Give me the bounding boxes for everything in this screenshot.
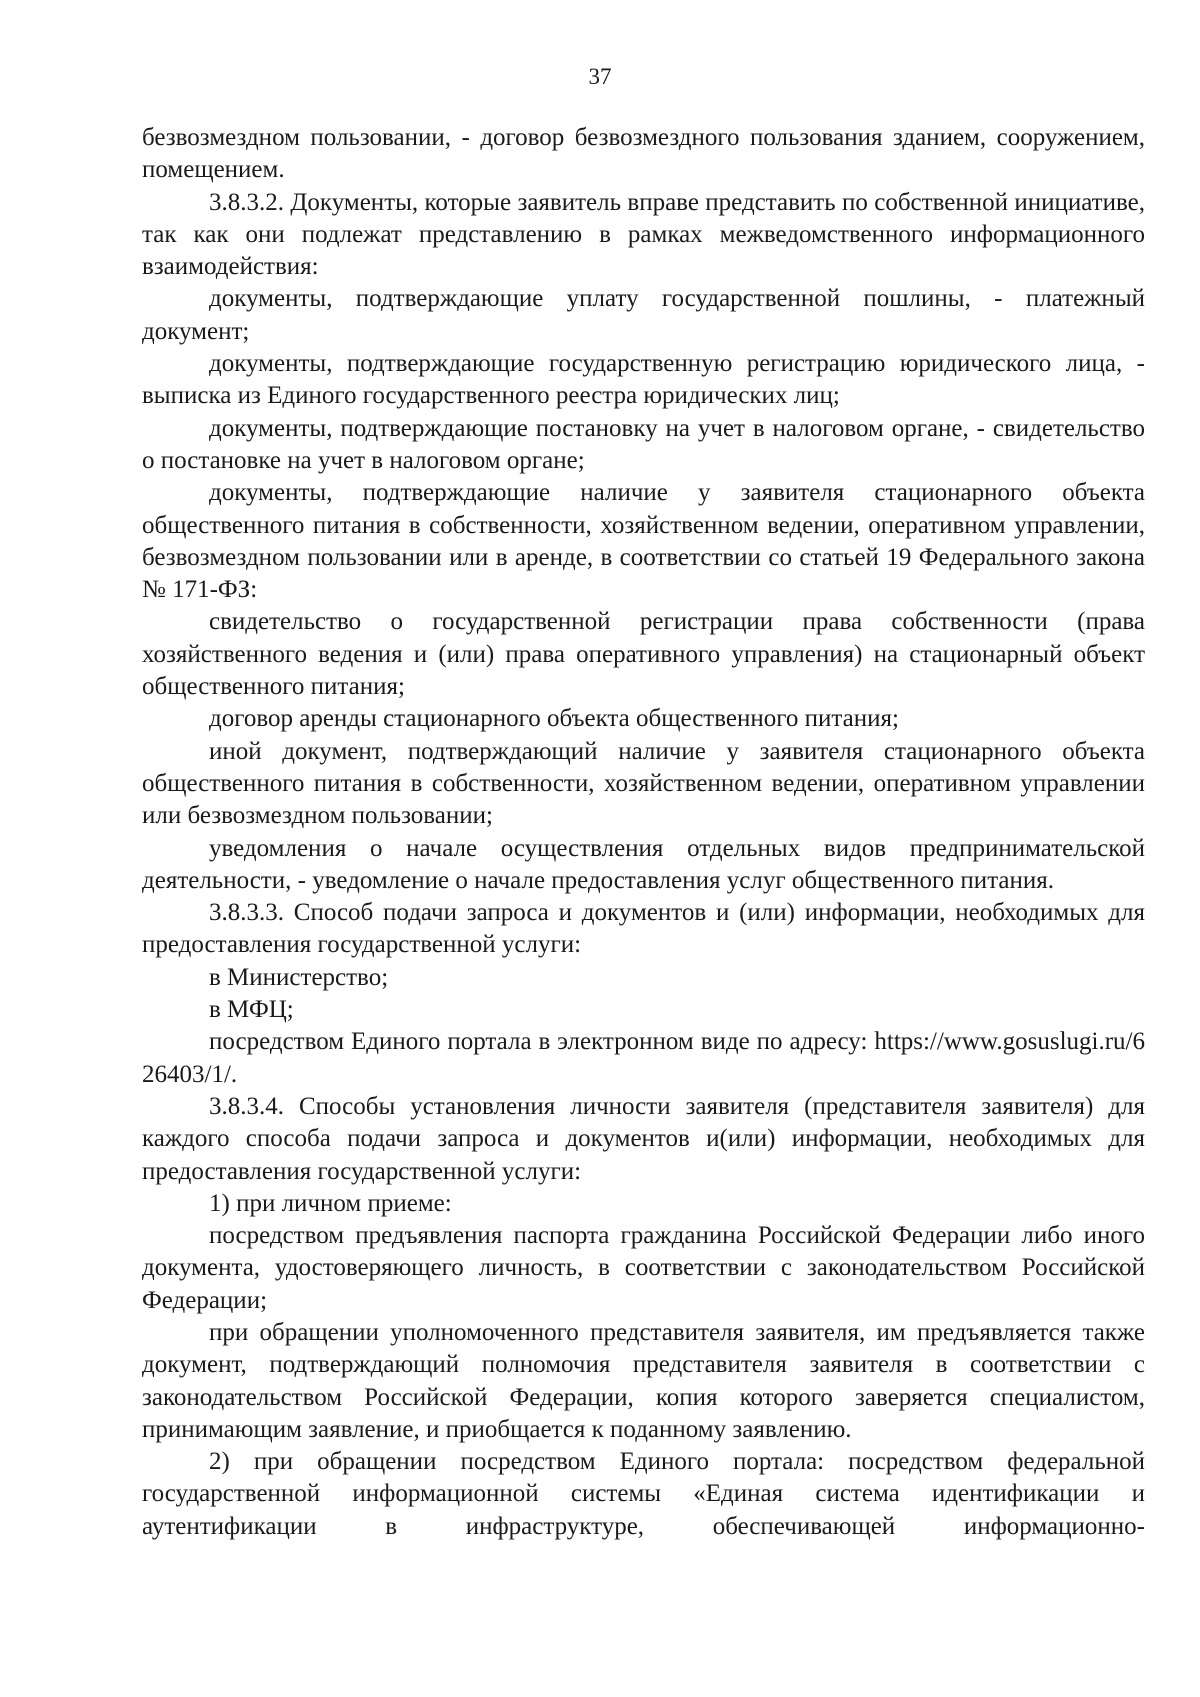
- paragraph-9: иной документ, подтверждающий наличие у заявителя стационарного объекта общественного питания в собственности, хозяйственном ведении, оперативном управлении или безвозмездном пользовании;: [142, 737, 1145, 830]
- paragraph-8: договор аренды стационарного объекта общественного питания;: [209, 705, 899, 733]
- paragraph-16: 1) при личном приеме:: [209, 1189, 452, 1217]
- page-number: 37: [588, 64, 612, 89]
- paragraph-15: 3.8.3.4. Способы установления личности заявителя (представителя заявителя) для каждого способа подачи запроса и документов и(или) информации, необходимых для предоставления государственной услуги:: [142, 1092, 1145, 1185]
- paragraph-19: 2) при обращении посредством Единого портала: посредством федеральной государственной информационной системы «Единая система идентификации и аутентификации в инфраструктуре, обеспечивающей информационно-: [142, 1448, 1145, 1540]
- paragraph-3: документы, подтверждающие уплату государственной пошлины, - платежный документ;: [142, 285, 1145, 345]
- paragraph-14: посредством Единого портала в электронном виде по адресу: https://www.gosuslugi.ru/626403/1/.: [142, 1028, 1145, 1088]
- paragraph-5: документы, подтверждающие постановку на учет в налоговом органе, - свидетельство о постановке на учет в налоговом органе;: [142, 414, 1145, 474]
- paragraph-11: 3.8.3.3. Способ подачи запроса и документов и (или) информации, необходимых для предоставления государственной услуги:: [142, 899, 1145, 959]
- paragraph-17: посредством предъявления паспорта гражданина Российской Федерации либо иного документа, удостоверяющего личность, в соответствии с законодательством Российской Федерации;: [142, 1222, 1145, 1314]
- paragraph-4: документы, подтверждающие государственную регистрацию юридического лица, - выписка из Единого государственного реестра юридических лиц;: [142, 350, 1145, 410]
- paragraph-12: в Министерство;: [209, 963, 389, 991]
- paragraph-1: безвозмездном пользовании, - договор безвозмездного пользования зданием, сооружением, помещением.: [142, 124, 1145, 184]
- paragraph-10: уведомления о начале осуществления отдельных видов предпринимательской деятельности, - уведомление о начале предоставления услуг общественного питания.: [142, 834, 1145, 894]
- paragraph-6: документы, подтверждающие наличие у заявителя стационарного объекта общественного питания в собственности, хозяйственном ведении, оперативном управлении, безвозмездном пользовании или в аренде, в соответствии со статьей 19 Федерального закона № 171-ФЗ:: [142, 479, 1145, 604]
- paragraph-13: в МФЦ;: [209, 996, 294, 1024]
- paragraph-18: при обращении уполномоченного представителя заявителя, им предъявляется также документ, подтверждающий полномочия представителя заявителя в соответствии с законодательством Российской Федерации, копия которого заверяется специалистом, принимающим заявление, и приобщается к поданному заявлению.: [142, 1318, 1145, 1443]
- paragraph-2: 3.8.3.2. Документы, которые заявитель вправе представить по собственной инициативе, так как они подлежат представлению в рамках межведомственного информационного взаимодействия:: [142, 188, 1145, 281]
- paragraph-7: свидетельство о государственной регистрации права собственности (права хозяйственного ведения и (или) права оперативного управления) на стационарный объект общественного питания;: [142, 608, 1145, 701]
- document-body: [142, 122, 1145, 1543]
